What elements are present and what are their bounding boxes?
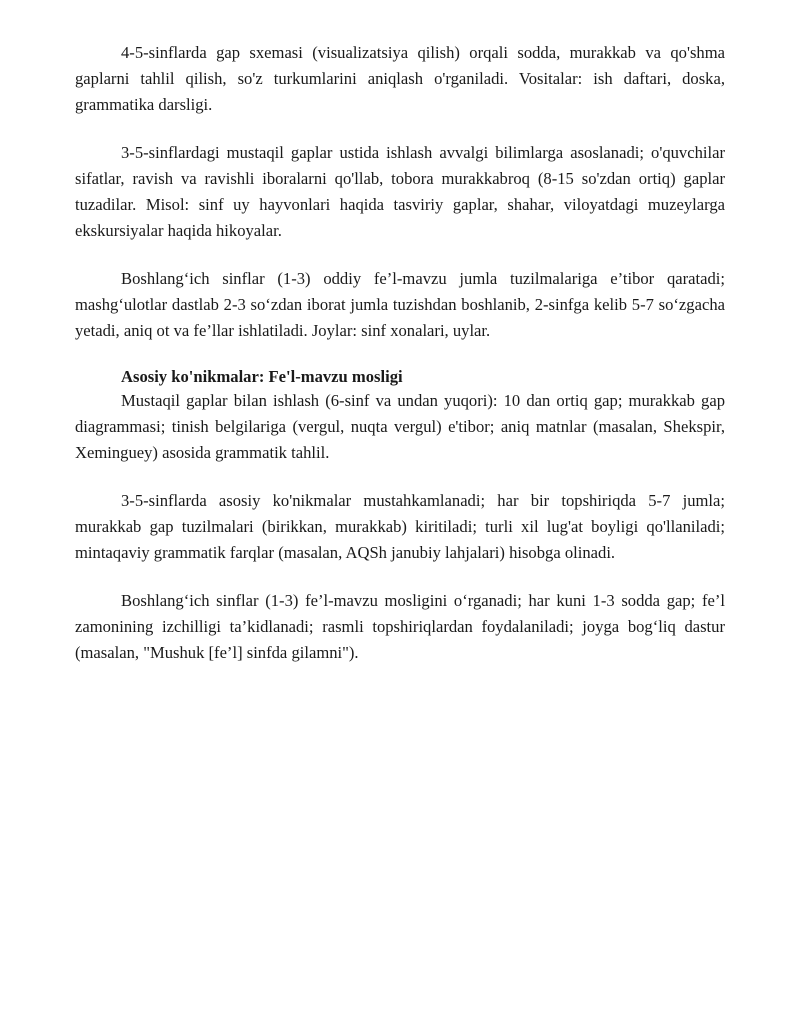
paragraph-1: 4-5-sinflarda gap sxemasi (visualizatsiya qilish) orqali sodda, murakkab va qo'shma gaplarni tahlil qilish, so'z turkumlarini aniqlash o'rganiladi. Vositalar: ish daftari, doska, grammatika darsligi.: [75, 43, 725, 114]
paragraph-3: Boshlang‘ich sinflar (1-3) oddiy fe’l-mavzu jumla tuzilmalariga e’tibor qaratadi; mashg‘ulotlar dastlab 2-3 so‘zdan iborat jumla tuzishdan boshlanib, 2-sinfga kelib 5-7 so‘zgacha yetadi, aniq ot va fe’llar ishlatiladi. Joylar: sinf xonalari, uylar.: [75, 269, 725, 340]
section-heading: Asosiy ko'nikmalar: Fe'l-mavzu mosligi: [121, 367, 403, 386]
document-page: [75, 40, 725, 688]
paragraph-5: 3-5-sinflarda asosiy ko'nikmalar mustahkamlanadi; har bir topshiriqda 5-7 jumla; murakkab gap tuzilmalari (birikkan, murakkab) kiritiladi; turli xil lug'at boyligi qo'llaniladi; mintaqaviy grammatik farqlar (masalan, AQSh janubiy lahjalari) hisobga olinadi.: [75, 491, 725, 562]
paragraph-2: 3-5-sinflardagi mustaqil gaplar ustida ishlash avvalgi bilimlarga asoslanadi; o'quvchilar sifatlar, ravish va ravishli iboralarni qo'llab, tobora murakkabroq (8-15 so'zdan ortiq) gaplar tuzadilar. Misol: sinf uy hayvonlari haqida tasviriy gaplar, shahar, viloyatdagi muzeylarga ekskursiyalar haqida hikoyalar.: [75, 143, 725, 240]
paragraph-6: Boshlang‘ich sinflar (1-3) fe’l-mavzu mosligini o‘rganadi; har kuni 1-3 sodda gap; fe’l zamonining izchilligi ta’kidlanadi; rasmli topshiriqlardan foydalaniladi; joyga bog‘liq dastur (masalan, "Mushuk [fe’l] sinfda gilamni").: [75, 591, 725, 662]
paragraph-4: Mustaqil gaplar bilan ishlash (6-sinf va undan yuqori): 10 dan ortiq gap; murakkab gap diagrammasi; tinish belgilariga (vergul, nuqta vergul) e'tibor; aniq matnlar (masalan, Shekspir, Xeminguey) asosida grammatik tahlil.: [75, 391, 725, 462]
